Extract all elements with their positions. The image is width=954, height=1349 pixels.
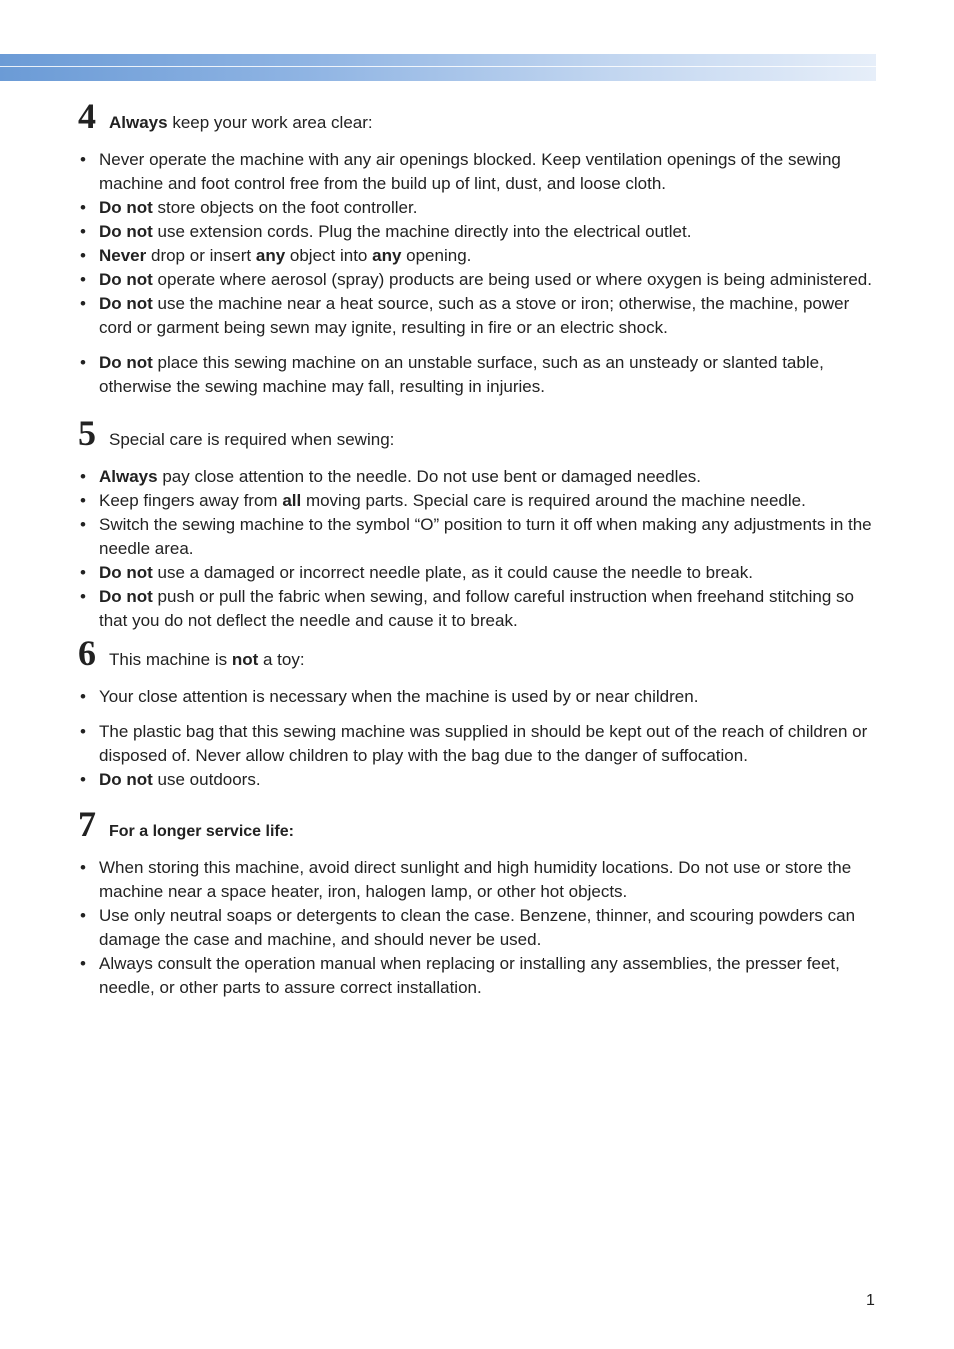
document-body [78,96,878,1000]
section-heading [78,633,878,677]
list-item: • Do not use outdoors. [78,768,878,792]
bullet-list [78,856,878,1000]
section-number: 7 [78,804,96,844]
section-6 [78,633,878,792]
list-item: • Do not use the machine near a heat source, such as a stove or iron; otherwise, the machine, power cord or garment being sewn may ignite, resulting in fire or an electric shock. [78,292,878,340]
list-item: • Do not push or pull the fabric when sewing, and follow careful instruction when freehand stitching so that you do not deflect the needle and cause it to break. [78,585,878,633]
section-4 [78,96,878,399]
bullet-list [78,465,878,633]
list-item: • Use only neutral soaps or detergents to clean the case. Benzene, thinner, and scouring powders can damage the case and machine, and should never be used. [78,904,878,952]
title-part: keep your work area clear: [167,113,373,132]
bullet-list [78,148,878,399]
list-item: • Always pay close attention to the needle. Do not use bent or damaged needles. [78,465,878,489]
title-part: a toy: [258,650,305,669]
section-7 [78,804,878,1000]
section-heading [78,804,878,848]
list-item: • The plastic bag that this sewing machine was supplied in should be kept out of the reach of children or disposed of. Never allow children to play with the bag due to the danger of suffocation. [78,720,878,768]
section-5 [78,413,878,633]
title-part: Special care is required when sewing: [109,430,395,449]
list-item: • Do not use a damaged or incorrect needle plate, as it could cause the needle to break. [78,561,878,585]
section-heading [78,413,878,457]
list-item: • Always consult the operation manual when replacing or installing any assemblies, the presser feet, needle, or other parts to assure correct installation. [78,952,878,1000]
list-item: • Keep fingers away from all moving parts. Special care is required around the machine needle. [78,489,878,513]
section-number: 6 [78,633,96,673]
list-item: • Switch the sewing machine to the symbol “O” position to turn it off when making any adjustments in the needle area. [78,513,878,561]
section-title [109,820,294,844]
list-item: • Do not operate where aerosol (spray) products are being used or where oxygen is being administered. [78,268,878,292]
section-number: 4 [78,96,96,136]
section-title [109,111,373,135]
header-band-line [0,66,876,67]
section-heading [78,96,878,140]
section-number: 5 [78,413,96,453]
list-item: • Do not place this sewing machine on an unstable surface, such as an unsteady or slanted table, otherwise the sewing machine may fall, resulting in injuries. [78,351,878,399]
title-part: Always [109,113,168,132]
section-title [109,428,394,452]
section-title [109,648,305,672]
list-item: • Never operate the machine with any air openings blocked. Keep ventilation openings of the sewing machine and foot control free from the build up of lint, dust, and loose cloth. [78,148,878,196]
header-band [0,54,876,81]
page-number: 1 [866,1292,875,1309]
list-item: • When storing this machine, avoid direct sunlight and high humidity locations. Do not use or store the machine near a space heater, iron, halogen lamp, or other hot objects. [78,856,878,904]
title-part: For a longer service life: [109,823,294,840]
list-item: • Do not store objects on the foot controller. [78,196,878,220]
title-part: This machine is [109,650,232,669]
bullet-list [78,685,878,792]
title-part: not [231,650,259,669]
list-item: • Your close attention is necessary when the machine is used by or near children. [78,685,878,709]
list-item: • Do not use extension cords. Plug the machine directly into the electrical outlet. [78,220,878,244]
list-item: • Never drop or insert any object into any opening. [78,244,878,268]
